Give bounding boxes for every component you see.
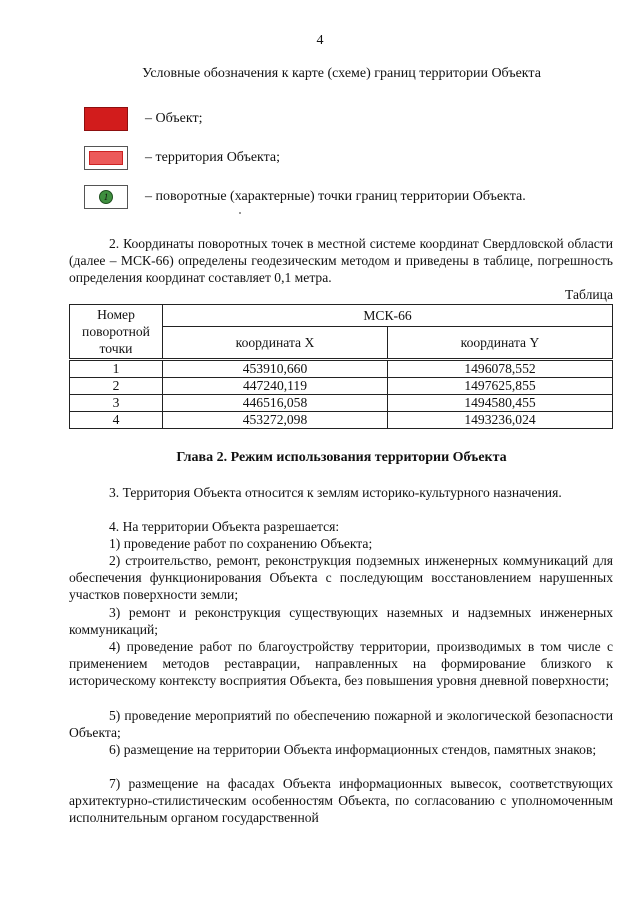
territory-symbol-icon [84, 146, 128, 170]
list-item: 4) проведение работ по благоустройству территории, производимых в том числе с применением методов реставрации, направленных на формирование близкого к историческому контексту восприятия Объекта, без повышения уровня дневной поверхности; [69, 639, 613, 689]
list-item: 1) проведение работ по сохранению Объекта; [109, 536, 373, 551]
cell-y: 1497625,855 [388, 378, 613, 395]
list-item: 7) размещение на фасадах Объекта информационных вывесок, соответствующих архитектурно-стилистическим особенностям Объекта, по согласованию с уполномоченным исполнительным органом государственной [69, 776, 613, 826]
cell-x: 446516,058 [163, 395, 388, 412]
cell-number: 3 [70, 395, 163, 412]
cell-number: 4 [70, 412, 163, 429]
chapter-title: Глава 2. Режим использования территории Объекта [176, 450, 507, 465]
legend-label: – поворотные (характерные) точки границ территории Объекта. [145, 189, 526, 205]
header-x: координата X [163, 327, 388, 360]
legend-item-object [84, 106, 202, 132]
header-coordinate-system: МСК-66 [163, 305, 613, 327]
table-row [70, 360, 613, 378]
section-2-paragraph: 2. Координаты поворотных точек в местной системе координат Свердловской области (далее – МСК-66) определены геодезическим методом и приведены в таблице, погрешность определения координат составляет 0,1 метра. [69, 236, 613, 286]
list-item: 3) ремонт и реконструкция существующих наземных и надземных инженерных коммуникаций; [69, 605, 613, 638]
table-caption: Таблица [565, 287, 613, 302]
table-row [70, 378, 613, 395]
cell-number: 2 [70, 378, 163, 395]
header-point-number: Номер поворотной точки [70, 305, 163, 360]
list-item: 2) строительство, ремонт, реконструкция подземных инженерных коммуникаций для обеспечения функционирования Объекта с последующим восстановлением нарушенных участков поверхности земли; [69, 553, 613, 603]
scan-speck [239, 212, 241, 214]
turning-point-symbol-icon [84, 185, 128, 209]
cell-x: 453910,660 [163, 360, 388, 378]
cell-y: 1496078,552 [388, 360, 613, 378]
legend-label: – Объект; [145, 111, 203, 127]
page-number: 4 [316, 33, 324, 48]
legend-item-territory [84, 145, 280, 171]
legend-item-turning-point [84, 184, 526, 210]
cell-number: 1 [70, 360, 163, 378]
list-item: 6) размещение на территории Объекта информационных стендов, памятных знаков; [109, 742, 597, 757]
table-row [70, 412, 613, 429]
paragraph-3: 3. Территория Объекта относится к землям историко-культурного назначения. [109, 485, 562, 500]
list-item: 5) проведение мероприятий по обеспечению пожарной и экологической безопасности Объекта; [69, 708, 613, 741]
coordinates-table [69, 304, 613, 429]
paragraph-4: 4. На территории Объекта разрешается: [109, 519, 340, 534]
cell-y: 1494580,455 [388, 395, 613, 412]
table-row [70, 395, 613, 412]
cell-x: 453272,098 [163, 412, 388, 429]
cell-y: 1493236,024 [388, 412, 613, 429]
header-y: координата Y [388, 327, 613, 360]
cell-x: 447240,119 [163, 378, 388, 395]
turning-point-marker-icon: 1 [99, 190, 113, 204]
legend-title: Условные обозначения к карте (схеме) границ территории Объекта [142, 66, 541, 81]
legend-label: – территория Объекта; [145, 150, 281, 166]
object-symbol-icon [84, 107, 128, 131]
